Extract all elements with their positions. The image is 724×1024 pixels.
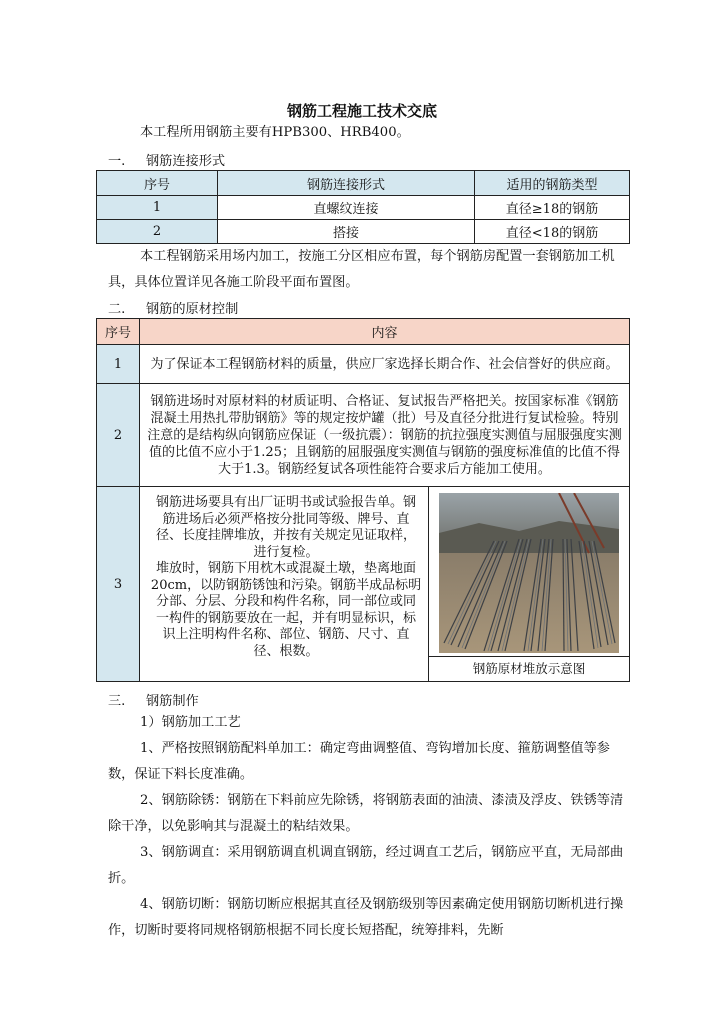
rebar-stack-photo	[439, 493, 619, 653]
header-cell: 内容	[140, 319, 630, 345]
image-caption: 钢筋原材堆放示意图	[429, 656, 629, 681]
table-row	[97, 487, 630, 682]
row-content: 钢筋进场时对原材料的材质证明、合格证、复试报告严格把关。按国家标准《钢筋混凝土用热扎带肋钢筋》等的规定按炉罐（批）号及直径分批进行复试检验。特别注意的是结构纵向钢筋应保证（一级抗震）：钢筋的抗拉强度实测值与屈服强度实测值的比值不应小于1.25；且钢筋的屈服强度实测值与钢筋的强度标准值的比值不得大于1.3。钢筋经复试各项性能符合要求后方能加工使用。	[140, 384, 630, 487]
processing-paragraph: 本工程钢筋采用场内加工，按施工分区相应布置，每个钢筋房配置一套钢筋加工机具，具体位置详见各施工阶段平面布置图。	[108, 249, 615, 290]
row-number: 1	[97, 345, 140, 384]
step-paragraph: 1、严格按照钢筋配料单加工：确定弯曲调整值、弯钩增加长度、箍筋调整值等参数，保证下料长度准确。	[108, 741, 610, 782]
step-paragraph: 3、钢筋调直：采用钢筋调直机调直钢筋，经过调直工艺后，钢筋应平直，无局部曲折。	[108, 845, 624, 886]
document-title: 钢筋工程施工技术交底	[286, 102, 437, 120]
step-paragraph: 4、钢筋切断：钢筋切断应根据其直径及钢筋级别等因素确定使用钢筋切断机进行操作，切断时要将同规格钢筋根据不同长度长短搭配，统筹排料，先断	[108, 897, 624, 938]
table-row	[97, 220, 630, 244]
requirement-text: 堆放时，钢筋下用枕木或混凝土墩，垫离地面20cm，以防钢筋锈蚀和污染。钢筋半成品标明分部、分层、分段和构件名称，同一部位或同一构件的钢筋要放在一起，并有明显标识，标识上注明构件名称、部位、钢筋、尺寸、直径、根数。	[150, 561, 422, 659]
connection-table	[96, 170, 630, 244]
section-number: 三.	[108, 694, 126, 709]
section-title: 钢筋连接形式	[146, 154, 226, 169]
header-cell: 钢筋连接形式	[218, 171, 475, 196]
step-paragraph: 2、钢筋除锈：钢筋在下料前应先除锈，将钢筋表面的油渍、漆渍及浮皮、铁锈等清除干净，以免影响其与混凝土的粘结效果。	[108, 793, 624, 834]
subsection-heading: 1）钢筋加工工艺	[140, 715, 241, 730]
section-title: 钢筋制作	[146, 694, 199, 709]
table-row	[97, 384, 630, 487]
table-row	[97, 196, 630, 220]
material-control-table	[96, 318, 630, 682]
row-number: 2	[97, 384, 140, 487]
header-cell: 序号	[97, 171, 218, 196]
image-frame	[428, 487, 629, 681]
intro-paragraph: 本工程所用钢筋主要有HPB300、HRB400。	[140, 125, 410, 140]
row-content: 为了保证本工程钢筋材料的质量，供应厂家选择长期合作、社会信誉好的供应商。	[140, 345, 630, 384]
section-number: 二.	[108, 302, 126, 317]
section-1-heading	[108, 150, 225, 169]
section-number: 一.	[108, 154, 126, 169]
row-number: 1	[97, 196, 218, 220]
section-2-heading	[108, 298, 238, 317]
row-number: 3	[97, 487, 140, 682]
header-cell: 序号	[97, 319, 140, 345]
rebar-type: 直径≥18的钢筋	[475, 196, 630, 220]
connection-type: 直螺纹连接	[218, 196, 475, 220]
row-number: 2	[97, 220, 218, 244]
rebar-type: 直径<18的钢筋	[475, 220, 630, 244]
row-content	[140, 487, 630, 682]
table-header-row	[97, 171, 630, 196]
connection-type: 搭接	[218, 220, 475, 244]
header-cell: 适用的钢筋类型	[475, 171, 630, 196]
storage-requirements	[140, 487, 428, 681]
requirement-text: 钢筋进场要具有出厂证明书或试验报告单。钢筋进场后必须严格按分批同等级、牌号、直径、长度挂牌堆放，并按有关规定见证取样，进行复检。	[155, 495, 416, 560]
section-3-heading	[108, 690, 199, 709]
section-title: 钢筋的原材控制	[146, 302, 239, 317]
table-row	[97, 345, 630, 384]
table-header-row	[97, 319, 630, 345]
